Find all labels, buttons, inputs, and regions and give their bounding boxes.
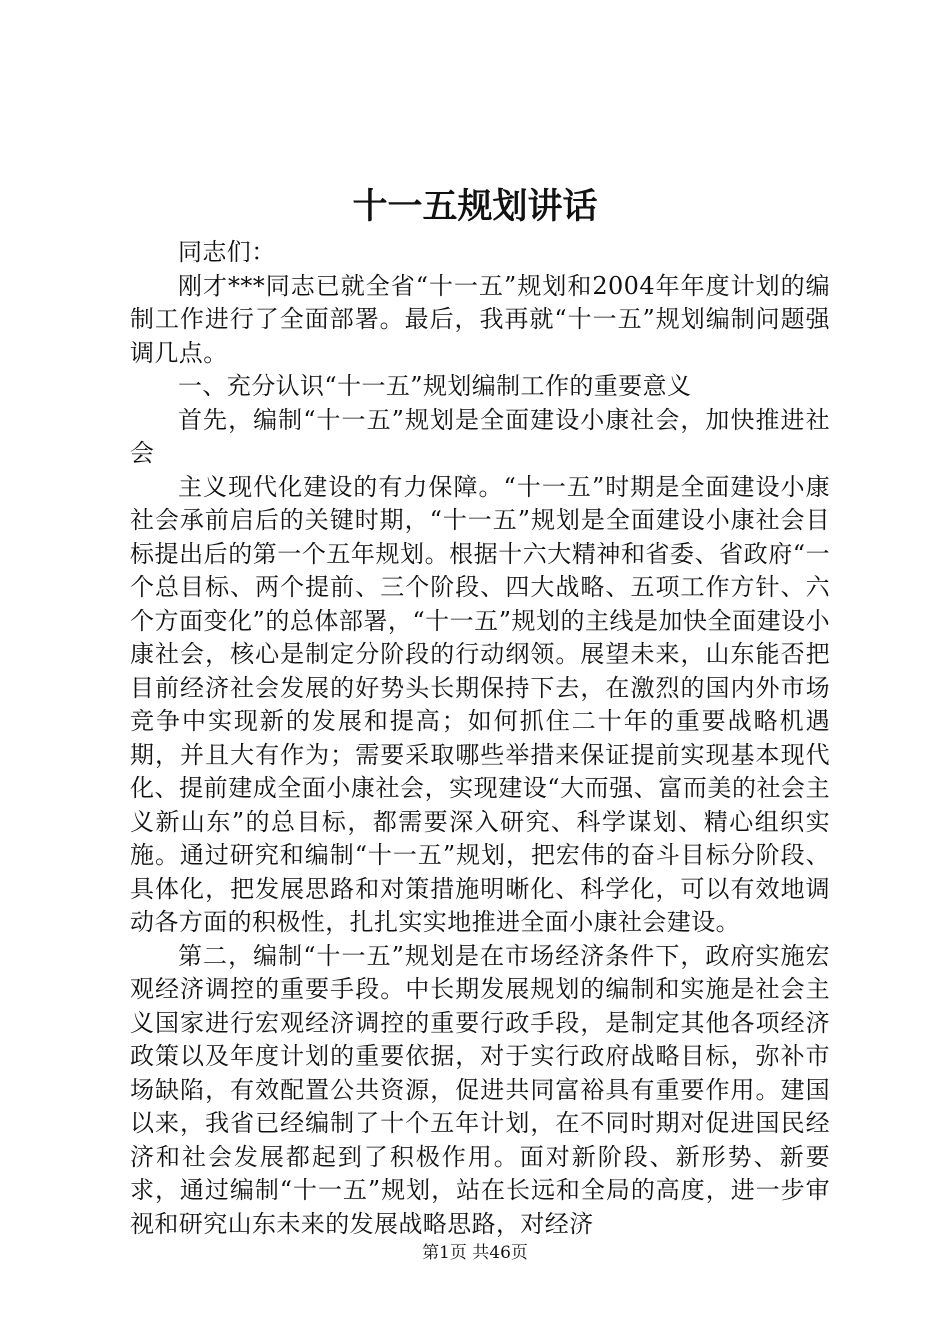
paragraph-first-point-continued: 主义现代化建设的有力保障。“十一五”时期是全面建设小康社会承前启后的关键时期，“十一五”规划是全面建设小康社会目标提出后的第一个五年规划。根据十六大精神和省委、省政府“一个总目标、两个提前、三个阶段、四大战略、五项工作方针、六个方面变化”的总体部署，“十一五”规划的主线是加快全面建设小康社会，核心是制定分阶段的行动纲领。展望未来，山东能否把目前经济社会发展的好势头长期保持下去，在激烈的国内外市场竞争中实现新的发展和提高；如何抓住二十年的重要战略机遇期，并且大有作为；需要采取哪些举措来保证提前实现基本现代化、提前建成全面小康社会，实现建设“大而强、富而美的社会主义新山东”的总目标，都需要深入研究、科学谋划、精心组织实施。通过研究和编制“十一五”规划，把宏伟的奋斗目标分阶段、具体化，把发展思路和对策措施明晰化、科学化，可以有效地调动各方面的积极性，扎扎实实地推进全面小康社会建设。 <box>130 472 830 936</box>
salutation: 同志们： <box>178 238 276 266</box>
paragraph-first-point: 首先，编制“十一五”规划是全面建设小康社会，加快推进社会 <box>130 405 830 467</box>
document-title: 十一五规划讲话 <box>352 186 598 227</box>
section-heading-1: 一、充分认识“十一五”规划编制工作的重要意义 <box>178 372 692 400</box>
document-body <box>130 236 830 1241</box>
page-number-footer: 第1页 共46页 <box>422 1243 528 1263</box>
paragraph-intro: 刚才***同志已就全省“十一五”规划和2004年年度计划的编制工作进行了全面部署。最后，我再就“十一五”规划编制问题强调几点。 <box>130 271 830 367</box>
paragraph-second-point: 第二，编制“十一五”规划是在市场经济条件下，政府实施宏观经济调控的重要手段。中长期发展规划的编制和实施是社会主义国家进行宏观经济调控的重要行政手段，是制定其他各项经济政策以及年度计划的重要依据，对于实行政府战略目标，弥补市场缺陷，有效配置公共资源，促进共同富裕具有重要作用。建国以来，我省已经编制了十个五年计划，在不同时期对促进国民经济和社会发展都起到了积极作用。面对新阶段、新形势、新要求，通过编制“十一五”规划，站在长远和全局的高度，进一步审视和研究山东未来的发展战略思路，对经济 <box>130 941 830 1238</box>
